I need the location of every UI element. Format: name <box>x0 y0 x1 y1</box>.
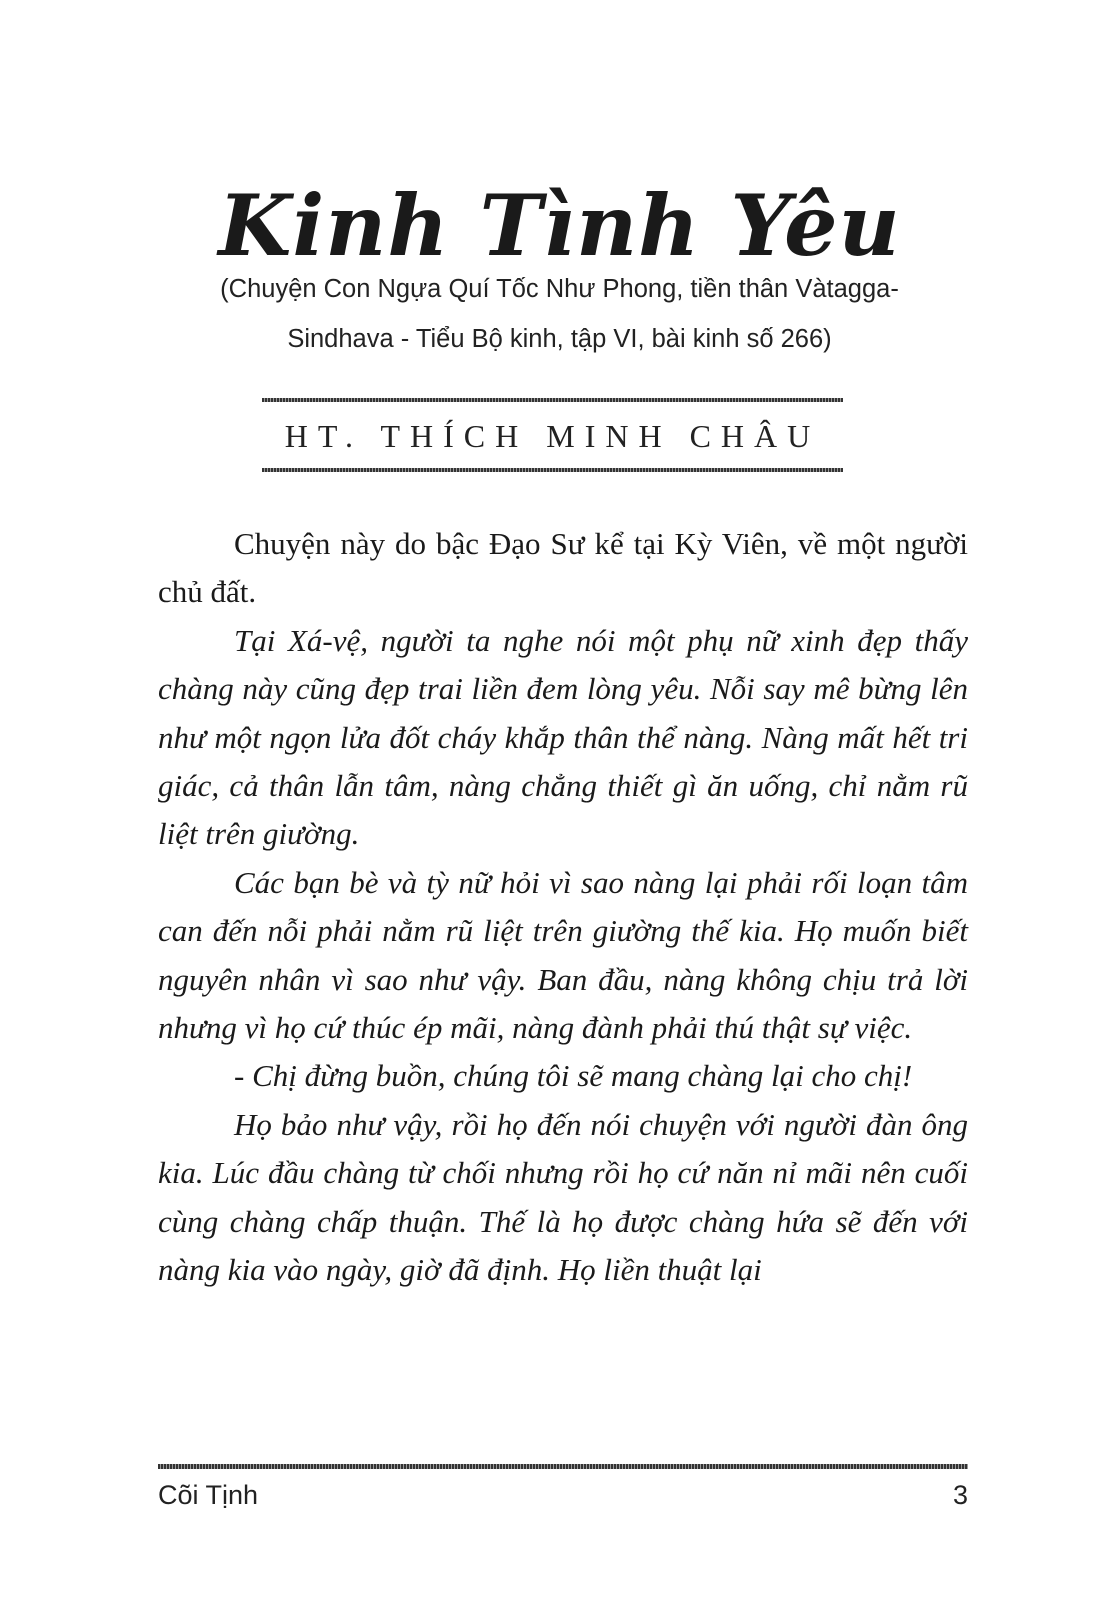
paragraph: - Chị đừng buồn, chúng tôi sẽ mang chàng lại cho chị! <box>234 1058 913 1094</box>
subtitle-line-1: (Chuyện Con Ngựa Quí Tốc Như Phong, tiền thân Vàtagga- <box>220 275 899 303</box>
divider-bottom <box>262 468 843 472</box>
footer-divider <box>158 1464 968 1469</box>
body-text <box>158 520 968 1295</box>
subtitle-line-2: Sindhava - Tiểu Bộ kinh, tập VI, bài kinh số 266) <box>287 325 832 353</box>
page-number: 3 <box>952 1480 968 1510</box>
paragraph: Tại Xá-vệ, người ta nghe nói một phụ nữ xinh đẹp thấy chàng này cũng đẹp trai liền đem lòng yêu. Nỗi say mê bừng lên như một ngọn lửa đốt cháy khắp thân thể nàng. Nàng mất hết tri giác, cả thân lẫn tâm, nàng chẳng thiết gì ăn uống, chỉ nằm rũ liệt trên giường. <box>158 622 968 852</box>
footer-publication: Cõi Tịnh <box>158 1480 259 1510</box>
paragraph: Họ bảo như vậy, rồi họ đến nói chuyện với người đàn ông kia. Lúc đầu chàng từ chối nhưng rồi họ cứ năn nỉ mãi nên cuối cùng chàng chấp thuận. Thế là họ được chàng hứa sẽ đến với nàng kia vào ngày, giờ đã định. Họ liền thuật lại <box>158 1106 968 1288</box>
subtitle <box>150 264 969 364</box>
author-name: HT. THÍCH MINH CHÂU <box>284 418 821 454</box>
divider-top <box>262 398 843 402</box>
page-title: Kinh Tình Yêu <box>218 176 901 275</box>
paragraph: Chuyện này do bậc Đạo Sư kể tại Kỳ Viên, về một người chủ đất. <box>158 526 968 610</box>
paragraph: Các bạn bè và tỳ nữ hỏi vì sao nàng lại phải rối loạn tâm can đến nỗi phải nằm rũ liệt trên giường thế kia. Họ muốn biết nguyên nhân vì sao như vậy. Ban đầu, nàng không chịu trả lời nhưng vì họ cứ thúc ép mãi, nàng đành phải thú thật sự việc. <box>158 864 968 1046</box>
